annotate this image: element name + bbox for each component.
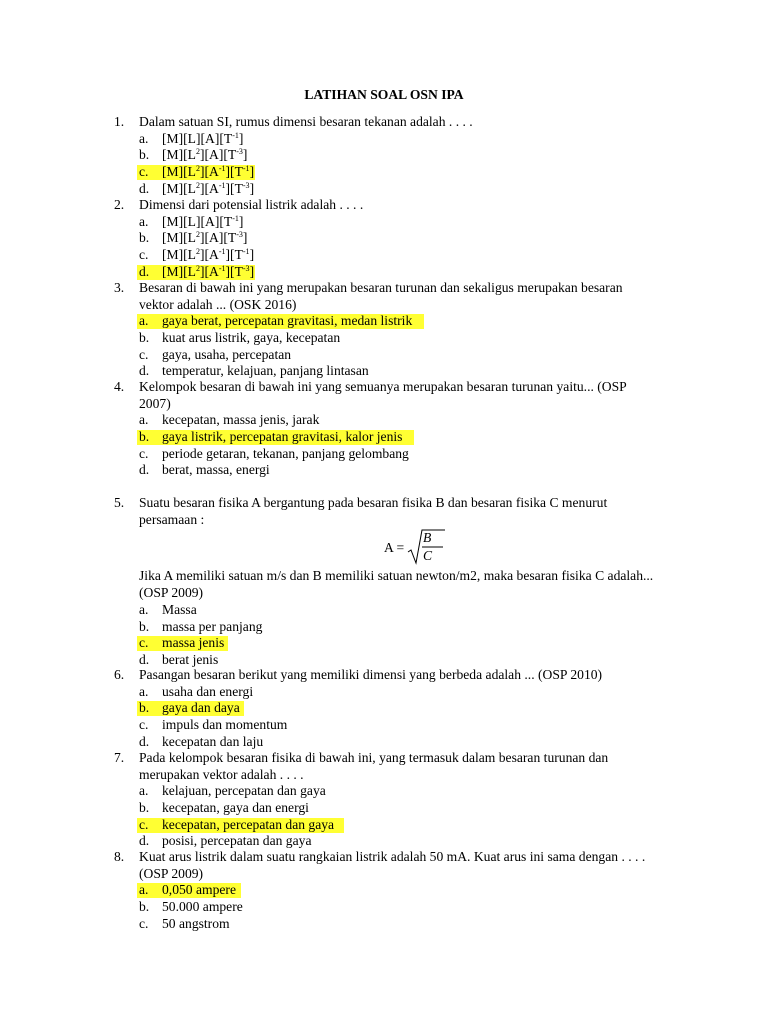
option-a <box>139 131 654 148</box>
option-a-answer <box>139 313 654 330</box>
formula <box>139 528 654 568</box>
question-text: Kelompok besaran di bawah ini yang semuanya merupakan besaran turunan yaitu... (OSP 2007) <box>139 379 627 411</box>
question-text: Suatu besaran fisika A bergantung pada besaran fisika B dan besaran fisika C menurut persamaan : <box>139 495 608 527</box>
option-text: kecepatan dan laju <box>162 733 264 749</box>
option-letter: b. <box>139 230 150 246</box>
option-text: kelajuan, percepatan dan gaya <box>162 783 326 799</box>
option-text: kuat arus listrik, gaya, kecepatan <box>162 330 341 346</box>
question-8 <box>114 849 654 932</box>
option-text: gaya dan daya <box>162 700 240 716</box>
question-3 <box>114 280 654 380</box>
option-text: $[M][L^2][A^{-1}][T^{-3}]$ <box>162 180 255 196</box>
question-1 <box>114 114 654 197</box>
option-text: $[M][L][A][T^{-1}]$ <box>162 213 244 229</box>
option-text: $[M][L^2][A^{-1}][T^{-3}]$ <box>162 263 255 279</box>
option-a <box>139 783 654 800</box>
question-text: Pasangan besaran berikut yang memiliki dimensi yang berbeda adalah ... (OSP 2010) <box>139 667 603 682</box>
question-text: Pada kelompok besaran fisika di bawah ini, yang termasuk dalam besaran turunan dan merupakan vektor adalah . . . . <box>139 750 609 782</box>
option-d <box>139 181 654 198</box>
option-letter: b. <box>139 429 150 445</box>
option-letter: a. <box>139 213 149 229</box>
option-c <box>139 446 654 463</box>
option-b <box>139 899 654 916</box>
option-d <box>139 734 654 751</box>
option-d <box>139 833 654 850</box>
option-letter: a. <box>139 130 149 146</box>
option-letter: d. <box>139 462 150 478</box>
options-list <box>139 412 654 479</box>
option-text: Massa <box>162 601 197 617</box>
option-letter: c. <box>139 164 149 180</box>
question-number: 2. <box>114 197 125 212</box>
option-c <box>139 347 654 364</box>
question-number: 3. <box>114 280 125 295</box>
question-text-continued: Jika A memiliki satuan m/s dan B memiliki satuan newton/m2, maka besaran fisika C adalah... (OSP 2009) <box>139 568 654 601</box>
option-letter: d. <box>139 180 150 196</box>
option-letter: d. <box>139 263 150 279</box>
option-letter: a. <box>139 783 149 799</box>
option-text: massa jenis <box>162 635 225 651</box>
question-number: 6. <box>114 667 125 682</box>
formula-numerator: B <box>423 530 432 546</box>
option-text: usaha dan energi <box>162 683 254 699</box>
question-number: 4. <box>114 379 125 394</box>
option-letter: b. <box>139 618 150 634</box>
question-5 <box>114 495 654 669</box>
option-letter: d. <box>139 651 150 667</box>
option-text: 0,050 ampere <box>162 882 236 898</box>
question-text: Besaran di bawah ini yang merupakan besaran turunan dan sekaligus merupakan besaran vektor adalah ... (OSK 2016) <box>139 280 623 312</box>
question-number: 5. <box>114 495 125 510</box>
option-letter: c. <box>139 445 149 461</box>
question-6 <box>114 667 654 750</box>
option-text: gaya, usaha, percepatan <box>162 346 292 362</box>
option-letter: c. <box>139 915 149 931</box>
option-text: gaya listrik, percepatan gravitasi, kalor jenis <box>162 429 403 445</box>
option-text: $[M][L][A][T^{-1}]$ <box>162 130 244 146</box>
option-d <box>139 363 654 380</box>
option-letter: c. <box>139 717 149 733</box>
option-text: berat, massa, energi <box>162 462 270 478</box>
option-letter: b. <box>139 147 150 163</box>
option-letter: c. <box>139 635 149 651</box>
option-b <box>139 800 654 817</box>
question-2 <box>114 197 654 280</box>
options-list <box>139 131 654 198</box>
option-text: 50.000 ampere <box>162 899 243 915</box>
option-letter: c. <box>139 816 149 832</box>
option-letter: d. <box>139 733 150 749</box>
question-number: 1. <box>114 114 125 129</box>
option-text: posisi, percepatan dan gaya <box>162 833 312 849</box>
option-text: massa per panjang <box>162 618 263 634</box>
option-a <box>139 412 654 429</box>
option-b-answer <box>139 700 654 717</box>
option-text: kecepatan, gaya dan energi <box>162 800 309 816</box>
formula-left: A = <box>384 540 405 556</box>
option-c-answer <box>139 164 654 181</box>
option-letter: a. <box>139 882 149 898</box>
option-letter: a. <box>139 601 149 617</box>
question-text: Kuat arus listrik dalam suatu rangkaian listrik adalah 50 mA. Kuat arus ini sama dengan . . . . (OSP 2009) <box>139 849 646 881</box>
option-b-answer <box>139 429 654 446</box>
option-b <box>139 619 654 636</box>
option-text: berat jenis <box>162 651 219 667</box>
option-letter: c. <box>139 247 149 263</box>
options-list <box>139 602 654 669</box>
question-number: 7. <box>114 750 125 765</box>
options-list <box>139 783 654 850</box>
option-text: 50 angstrom <box>162 915 230 931</box>
option-b <box>139 147 654 164</box>
option-letter: d. <box>139 833 150 849</box>
option-d <box>139 462 654 479</box>
option-text: $[M][L^2][A][T^{-3}]$ <box>162 147 248 163</box>
option-a-answer <box>139 882 654 899</box>
option-letter: d. <box>139 363 150 379</box>
option-c-answer <box>139 817 654 834</box>
option-letter: b. <box>139 899 150 915</box>
option-letter: a. <box>139 683 149 699</box>
option-d-answer <box>139 264 654 281</box>
question-7 <box>114 750 654 850</box>
page-title: LATIHAN SOAL OSN IPA <box>304 87 464 102</box>
option-b <box>139 330 654 347</box>
option-letter: c. <box>139 346 149 362</box>
option-text: periode getaran, tekanan, panjang gelombang <box>162 445 409 461</box>
option-a <box>139 214 654 231</box>
option-c <box>139 916 654 933</box>
options-list <box>139 313 654 380</box>
options-list <box>139 882 654 932</box>
option-c <box>139 717 654 734</box>
option-letter: a. <box>139 313 149 329</box>
option-text: $[M][L^2][A^{-1}][T^{-1}]$ <box>162 247 255 263</box>
options-list <box>139 684 654 751</box>
options-list <box>139 214 654 281</box>
formula-denominator: C <box>423 548 433 564</box>
option-c-answer <box>139 635 654 652</box>
option-b <box>139 230 654 247</box>
option-letter: b. <box>139 700 150 716</box>
option-letter: b. <box>139 800 150 816</box>
option-a <box>139 602 654 619</box>
question-text: Dimensi dari potensial listrik adalah . . . . <box>139 197 364 212</box>
option-text: temperatur, kelajuan, panjang lintasan <box>162 363 369 379</box>
question-4 <box>114 379 654 479</box>
option-a <box>139 684 654 701</box>
option-c <box>139 247 654 264</box>
option-text: impuls dan momentum <box>162 717 288 733</box>
option-text: gaya berat, percepatan gravitasi, medan listrik <box>162 313 413 329</box>
option-text: kecepatan, percepatan dan gaya <box>162 816 335 832</box>
option-text: kecepatan, massa jenis, jarak <box>162 412 320 428</box>
question-text: Dalam satuan SI, rumus dimensi besaran tekanan adalah . . . . <box>139 114 473 129</box>
option-text: $[M][L^2][A^{-1}][T^{-1}]$ <box>162 164 255 180</box>
option-text: $[M][L^2][A][T^{-3}]$ <box>162 230 248 246</box>
option-letter: a. <box>139 412 149 428</box>
option-letter: b. <box>139 330 150 346</box>
question-number: 8. <box>114 849 125 864</box>
